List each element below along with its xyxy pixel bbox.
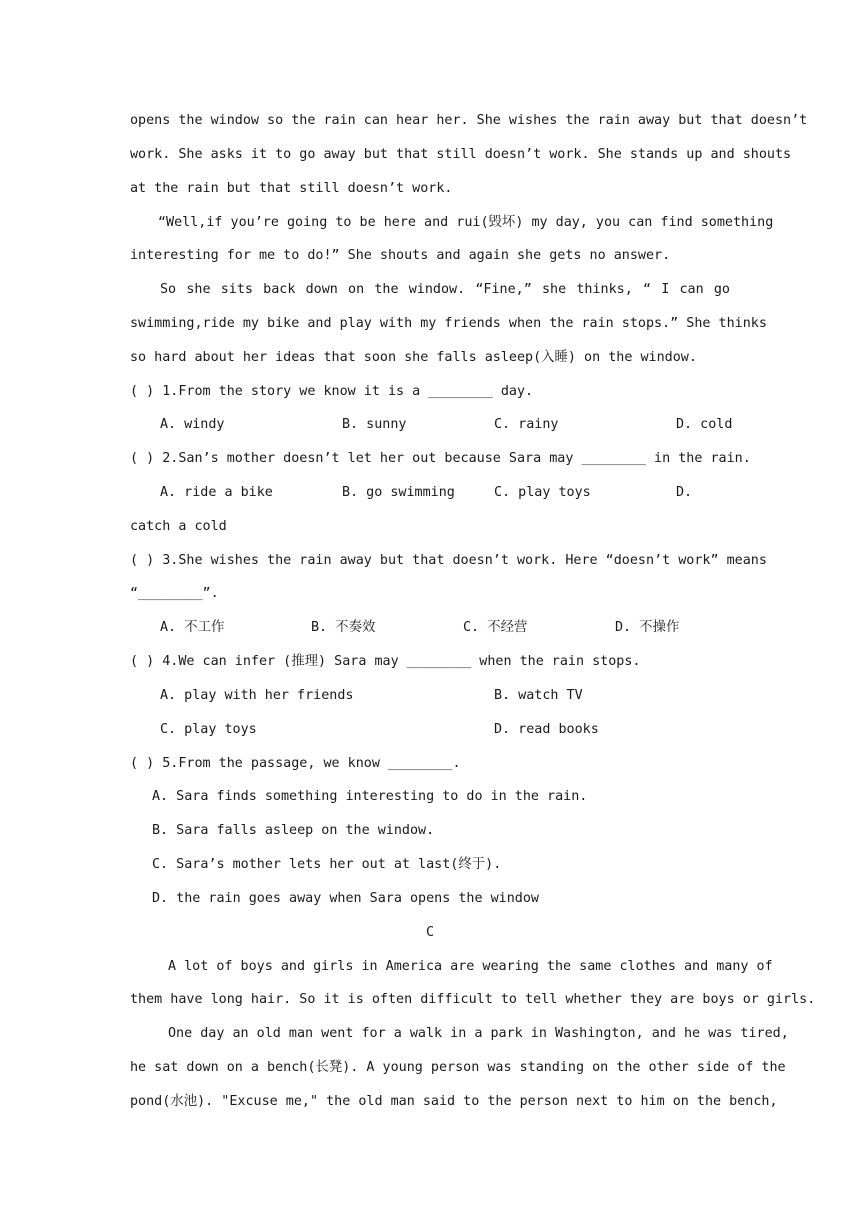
question-5-option-d: D. the rain goes away when Sara opens the window <box>152 891 539 906</box>
question-1-option-a: A. windy <box>160 417 225 432</box>
passage-line: A lot of boys and girls in America are wearing the same clothes and many of <box>168 959 773 974</box>
passage-line: “Well,if you’re going to be here and rui(毁坏) my day, you can find something <box>158 215 774 230</box>
passage-line: opens the window so the rain can hear her. She wishes the rain away but that doesn’t <box>130 113 808 128</box>
passage-line: he sat down on a bench(长凳). A young person was standing on the other side of the <box>130 1060 786 1075</box>
passage-line: swimming,ride my bike and play with my friends when the rain stops.” She thinks <box>130 316 767 331</box>
question-1-option-b: B. sunny <box>342 417 407 432</box>
question-3-option-c: C. 不经营 <box>463 620 528 635</box>
question-2-option-b: B. go swimming <box>342 485 455 500</box>
passage-line: at the rain but that still doesn’t work. <box>130 181 453 196</box>
passage-line: work. She asks it to go away but that still doesn’t work. She stands up and shouts <box>130 147 792 162</box>
question-5-option-a: A. Sara finds something interesting to do in the rain. <box>152 789 588 804</box>
question-4-option-c: C. play toys <box>160 722 257 737</box>
question-4-option-b: B. watch TV <box>494 688 583 703</box>
question-3-option-d: D. 不操作 <box>615 620 680 635</box>
passage-line: pond(水池). "Excuse me," the old man said to the person next to him on the bench, <box>130 1094 778 1109</box>
question-5-stem: ( ) 5.From the passage, we know ________. <box>130 756 461 771</box>
question-3-stem-cont: “________”. <box>130 586 219 601</box>
question-1-stem: ( ) 1.From the story we know it is a ________ day. <box>130 384 534 399</box>
question-3-stem: ( ) 3.She wishes the rain away but that doesn’t work. Here “doesn’t work” means <box>130 553 767 568</box>
passage-line: so hard about her ideas that soon she falls asleep(入睡) on the window. <box>130 350 697 365</box>
question-5-option-b: B. Sara falls asleep on the window. <box>152 823 435 838</box>
question-3-option-a: A. 不工作 <box>160 620 225 635</box>
question-4-option-a: A. play with her friends <box>160 688 354 703</box>
section-heading: C <box>425 925 435 940</box>
question-3-option-b: B. 不奏效 <box>311 620 376 635</box>
question-2-option-c: C. play toys <box>494 485 591 500</box>
question-2-option-d-letter: D. <box>676 485 693 500</box>
question-2-option-d-text: catch a cold <box>130 519 227 534</box>
question-5-option-c: C. Sara’s mother lets her out at last(终于). <box>152 857 502 872</box>
passage-line: One day an old man went for a walk in a park in Washington, and he was tired, <box>168 1026 789 1041</box>
question-1-option-c: C. rainy <box>494 417 559 432</box>
question-4-option-d: D. read books <box>494 722 599 737</box>
question-2-stem: ( ) 2.San’s mother doesn’t let her out because Sara may ________ in the rain. <box>130 451 751 466</box>
passage-line: So she sits back down on the window. “Fine,” she thinks, “ I can go <box>160 282 730 297</box>
passage-line: them have long hair. So it is often difficult to tell whether they are boys or girls. <box>130 992 816 1007</box>
question-4-stem: ( ) 4.We can infer (推理) Sara may ________ when the rain stops. <box>130 654 641 669</box>
question-2-option-a: A. ride a bike <box>160 485 273 500</box>
question-1-option-d: D. cold <box>676 417 733 432</box>
passage-line: interesting for me to do!” She shouts and again she gets no answer. <box>130 248 671 263</box>
